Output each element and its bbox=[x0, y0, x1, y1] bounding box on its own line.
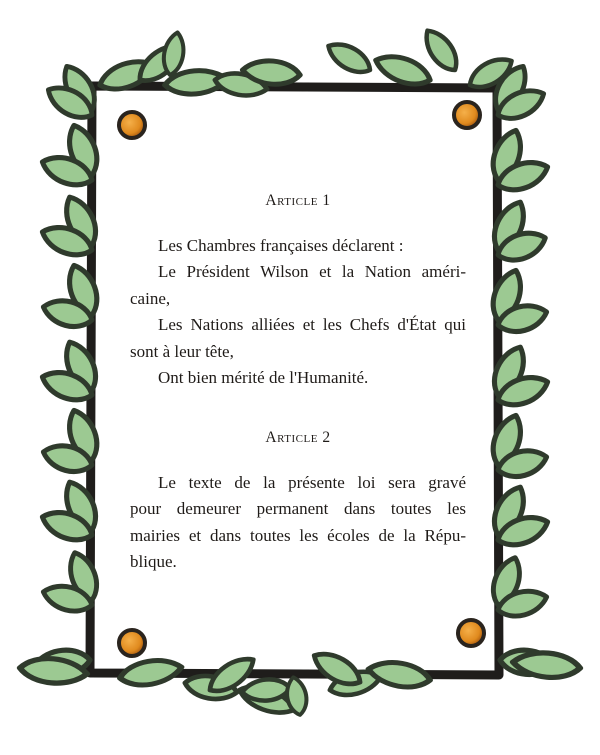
berry-bottom-right bbox=[458, 620, 484, 646]
article-2-line-1: Le texte de la présente loi sera gravé bbox=[158, 472, 466, 492]
article-2-heading: Article 2 bbox=[265, 429, 331, 446]
berry-top-right bbox=[454, 102, 480, 128]
article-1-line-6: Ont bien mérité de l'Humanité. bbox=[158, 368, 369, 387]
article-1-line-3: caine, bbox=[130, 288, 171, 308]
article-1-line-1: Les Chambres françaises déclarent : bbox=[158, 235, 404, 255]
article-1-section bbox=[130, 188, 466, 392]
article-2-line-4: blique. bbox=[130, 552, 177, 571]
article-1-line-2: Le Président Wilson et la Nation améri- bbox=[158, 262, 466, 281]
article-1-heading: Article 1 bbox=[265, 192, 331, 209]
berry-top-left bbox=[119, 112, 145, 138]
article-1-line-4: Les Nations alliées et les Chefs d'État qui bbox=[158, 315, 466, 334]
berry-bottom-left bbox=[119, 630, 145, 656]
article-2-section bbox=[130, 425, 466, 576]
laurel-left bbox=[34, 61, 103, 677]
article-1-line-5: sont à leur tête, bbox=[130, 341, 234, 361]
article-2-line-3: mairies et dans toutes les écoles de la Répu- bbox=[130, 525, 466, 545]
article-2-line-2: pour demeurer permanent dans toutes les bbox=[130, 499, 466, 518]
laurel-right bbox=[487, 61, 556, 677]
